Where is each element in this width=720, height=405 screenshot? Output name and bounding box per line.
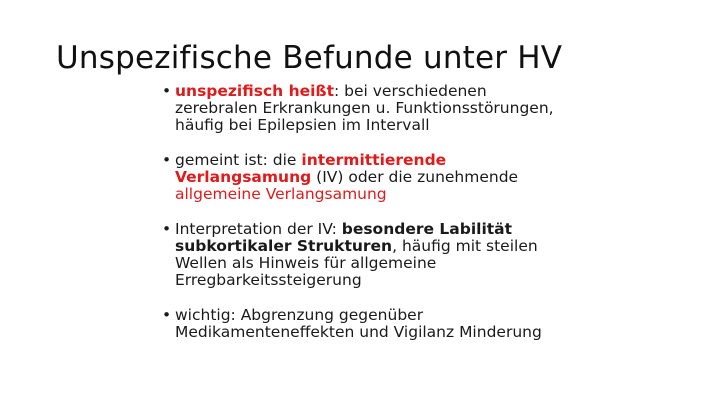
bullet-text: Interpretation der IV: — [175, 220, 342, 238]
bullet-marker: • — [162, 220, 172, 238]
bullet-item-wichtig — [162, 307, 702, 341]
bullet-line — [175, 238, 702, 255]
bullet-line — [175, 169, 702, 186]
bullet-line — [175, 152, 702, 169]
bullet-line — [175, 221, 702, 238]
bullet-line: Wellen als Hinweis für allgemeine — [175, 254, 437, 272]
bullet-item-interpretation — [162, 221, 702, 289]
bullet-line — [175, 83, 702, 100]
bullet-item-gemeint — [162, 152, 702, 203]
bullet-marker: • — [162, 82, 172, 100]
bullet-text: gemeint ist: die — [175, 151, 302, 169]
slide-title: Unspezifische Befunde unter HV — [56, 40, 563, 76]
highlight-text: Verlangsamung — [175, 168, 312, 186]
bullet-text: : bei verschiedenen — [334, 82, 487, 100]
highlight-text: allgemeine Verlangsamung — [175, 185, 387, 203]
bullet-list — [162, 83, 702, 359]
bullet-marker: • — [162, 151, 172, 169]
bullet-text: (IV) oder die zunehmende — [311, 168, 519, 186]
bold-text: besondere Labilität — [341, 220, 513, 238]
bullet-line: zerebralen Erkrankungen u. Funktionsstörungen, — [175, 99, 554, 117]
bullet-line: Erregbarkeitssteigerung — [175, 271, 362, 289]
bullet-line: wichtig: Abgrenzung gegenüber — [175, 306, 424, 324]
highlight-text: unspezifisch heißt — [175, 82, 334, 100]
bullet-line: Medikamenteneffekten und Vigilanz Minderung — [175, 323, 542, 341]
bullet-item-unspezifisch — [162, 83, 702, 134]
highlight-text: intermittierende — [301, 151, 447, 169]
bold-text: subkortikaler Strukturen — [175, 237, 393, 255]
bullet-text: , häufig mit steilen — [392, 237, 538, 255]
bullet-line: häufig bei Epilepsien im Intervall — [175, 116, 430, 134]
bullet-marker: • — [162, 306, 172, 324]
